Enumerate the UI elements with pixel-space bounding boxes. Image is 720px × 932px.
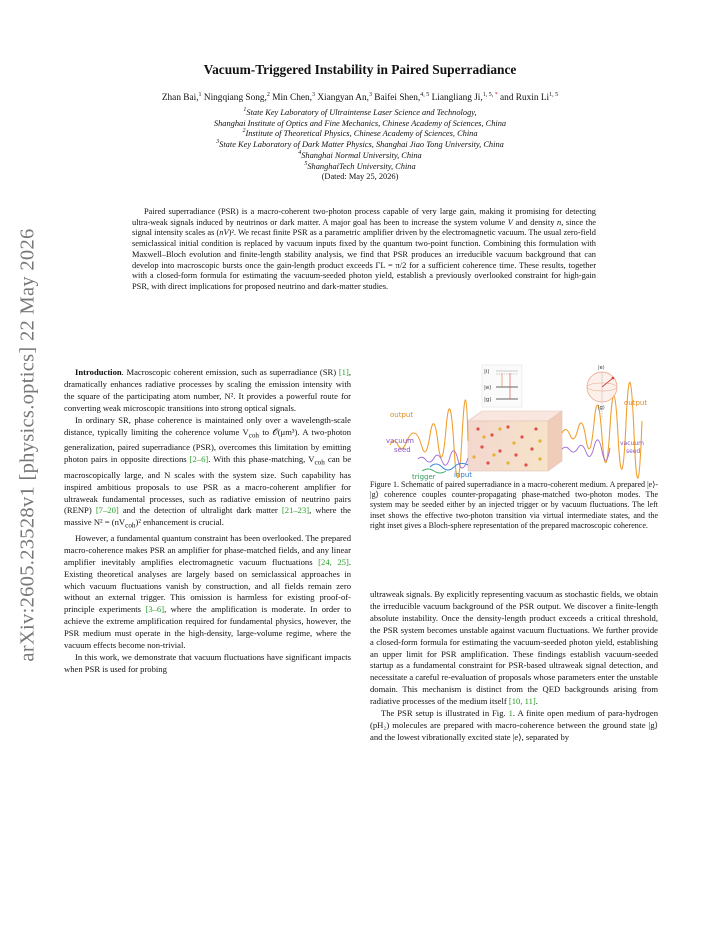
- corresponding-author-link[interactable]: *: [494, 91, 498, 98]
- label-output-right: output: [624, 399, 648, 407]
- svg-text:|e⟩: |e⟩: [484, 385, 492, 391]
- right-column: [370, 589, 658, 744]
- affiliation-text: Shanghai Institute of Optics and Fine Mechanics, Chinese Academy of Sciences, China: [213, 118, 507, 128]
- citation-link[interactable]: [10, 11]: [508, 696, 536, 707]
- author-name: Xiangyan An,: [317, 93, 369, 103]
- svg-text:|g⟩: |g⟩: [484, 397, 492, 403]
- affiliation-text: Shanghai Normal University, China: [301, 150, 422, 160]
- author-name: Ningqiang Song,: [203, 93, 267, 103]
- figure-label: Figure 1.: [370, 480, 399, 489]
- author-affil-sup: 3: [311, 91, 315, 98]
- affiliation-line: [0, 162, 720, 173]
- author-list: [0, 93, 720, 103]
- affiliation-text: State Key Laboratory of Ultraintense Laser Science and Technology,: [246, 108, 477, 117]
- body-paragraph: ultraweak signals. By explicitly representing vacuum as stochastic fields, we obtain the irreducible vacuum background of the PSR output. We discover a finite-length absolute instability. Once the density-length product exceeds a critical threshold, the PSR system becomes unstable against vacuum fluctuations. We further provide a closed-form formula for estimating the vacuum-seeded photon yield, establishing an upper limit for PSR amplification. These findings establish vacuum-seeded startup as a fundamental constraint for PSR-based ultraweak signal detection, and necessitate a careful re-evaluation of proposals whose parameters enter the unstable domain. This mechanism is distinct from the QED backgrounds arising from radiative processes of the medium itself [10, 11].: [370, 589, 658, 707]
- label-vacuum-right: vacuum: [620, 440, 644, 447]
- affiliation-text: ShanghaiTech University, China: [307, 161, 416, 171]
- left-column: [64, 367, 351, 676]
- body-paragraph: However, a fundamental quantum constraint has been overlooked. The prepared macro-coherence makes PSR an amplifier for phase-matched fields, and any linear amplifier inevitably amplifies electromagnetic vacuum fluctuations [24, 25]. Existing theoretical analyses are largely based on semiclassical approaches in which vacuum fluctuations vanish by construction, and all fields remain zero without an external trigger. This omission is harmless for existing proof-of-principle experiments [3–6], where the amplification is moderate. In order to achieve the extreme amplification required for fundamental physics, however, the PSR medium must operate in the high-density, large-volume regime, where the vacuum effects become non-trivial.: [64, 532, 351, 651]
- arxiv-sidebar-id: arXiv:2605.23528v1 [physics.optics] 22 May 2026: [16, 228, 39, 662]
- citation-link[interactable]: [24, 25]: [318, 556, 349, 567]
- author-name: Liangliang Ji,: [431, 93, 483, 103]
- label-seed-right: seed: [626, 448, 641, 455]
- author-affil-sup: 4, 5: [420, 91, 430, 98]
- author-affil-sup: 1: [198, 91, 202, 98]
- author-affil-sup: 2: [266, 91, 270, 98]
- citation-link[interactable]: [7–20]: [95, 505, 119, 516]
- trigger-input-wave: [430, 463, 468, 470]
- label-seed-left: seed: [394, 446, 411, 454]
- dated-line: (Dated: May 25, 2026): [321, 172, 399, 182]
- macro-coherent-medium: [468, 411, 562, 471]
- author-affil-sup: 1, 5,: [482, 91, 495, 98]
- abstract: Paired superradiance (PSR) is a macro-coherent two-photon process capable of very large gain, making it promising for detecting ultra-weak signals induced by neutrinos or dark matter. A major goal has been to increase the system volume V and density n, since the signal intensity scales as (nV)². We recast finite PSR as a parametric amplifier driven by the electromagnetic vacuum. The usual zero-field semiclassical initial condition is replaced by vacuum inputs fixed by the quantum two-point function. Combining this formulation with Maxwell–Bloch evolution and finite-length stability analysis, we find that PSR produces an irreducible vacuum background that can develop into macroscopic bursts once the gain-length product exceeds ΓL = π/2 for a sufficient coherence time. These results, together with a closed-form formula for estimating the vacuum-seeded photon yield, establish a previously overlooked constraint for high-gain PSR, with direct implications for proposed neutrino and dark-matter studies.: [132, 207, 596, 291]
- label-output-left: output: [390, 411, 414, 419]
- label-input: input: [454, 471, 473, 479]
- figure-link[interactable]: 1: [508, 708, 513, 719]
- citation-link[interactable]: [3–6]: [145, 604, 165, 615]
- affiliation-line: [0, 129, 720, 140]
- affiliation-sup: 2: [242, 128, 246, 135]
- affiliation-sup: 1: [243, 107, 247, 114]
- affiliation-sup: 3: [216, 139, 220, 146]
- citation-link[interactable]: [2–6]: [189, 454, 209, 465]
- figure-1-schematic: [370, 363, 658, 481]
- intro-paragraph: Introduction. Macroscopic coherent emission, such as superradiance (SR) [1], dramatically enhances radiative processes by scaling the emission intensity with the square of the participating atom number, N². It provides a powerful route for converting weak microscopic transitions into strong optical signals.: [64, 367, 351, 413]
- paper-title: Vacuum-Triggered Instability in Paired Superradiance: [203, 62, 517, 77]
- affiliation-sup: 4: [298, 150, 302, 157]
- bloch-sphere-inset: [587, 365, 617, 419]
- author-name: Min Chen,: [272, 93, 312, 103]
- affiliation-text: Institute of Theoretical Physics, Chinese Academy of Sciences, China: [245, 129, 478, 139]
- author-affil-sup: 1, 5: [549, 91, 559, 98]
- svg-text:|g⟩: |g⟩: [598, 405, 605, 411]
- affiliation-sup: 5: [304, 160, 308, 167]
- citation-link[interactable]: [21–23]: [281, 505, 310, 516]
- energy-level-inset: [482, 365, 522, 407]
- citation-link[interactable]: [1]: [338, 367, 349, 377]
- body-paragraph: In ordinary SR, phase coherence is maintained only over a wavelength-scale distance, typically limiting the coherence volume $V_{coh}$ to 𝒪(μm³). A two-photon generalization, paired superradiance (PSR), overcomes this limitation by emitting photon pairs in opposite directions [2–6]. With this phase-matching, $V_{coh}$ can be macroscopically large, and N scales with the system size. Such capability has inspired ambitious proposals to use PSR as a macro-coherent amplifier for ultraweak fundamental processes, such as radiative emission of neutrino pairs (RENP) [7–20] and the detection of ultralight dark matter [21–23], where the massive $N^2 = (nV_{coh})^2$ enhancement is crucial.: [64, 414, 352, 531]
- affiliation-line: [0, 108, 720, 119]
- affiliation-text: State Key Laboratory of Dark Matter Physics, Shanghai Jiao Tong University, China: [219, 140, 504, 150]
- body-paragraph: The PSR setup is illustrated in Fig. 1. A finite open medium of para-hydrogen (pH₂) molecules are prepared with macro-coherence between the ground state |g⟩ and the lowest vibrationally excited state |e⟩, separated by: [370, 708, 658, 742]
- label-trigger: trigger: [412, 473, 436, 481]
- author-name: Baifei Shen,: [374, 93, 421, 103]
- affiliation-line: [0, 151, 720, 162]
- affiliation-line: [0, 140, 720, 151]
- author-name: Zhan Bai,: [161, 93, 199, 103]
- svg-text:|e⟩: |e⟩: [598, 365, 605, 371]
- label-vacuum-left: vacuum: [386, 437, 414, 445]
- author-name: and Ruxin Li: [500, 93, 550, 103]
- author-affil-sup: 3: [368, 91, 372, 98]
- svg-text:|i⟩: |i⟩: [484, 369, 490, 375]
- figure-1-caption: Figure 1. Schematic of paired superradiance in a macro-coherent medium. A prepared |e⟩-|g⟩ coherence couples counter-propagating phase-matched two-photon modes. The system may be seeded either by an injected trigger or by vacuum fluctuations. The left inset shows the effective two-photon transition via virtual intermediate states, and the right inset gives a Bloch-sphere representation of the prepared macroscopic coherence.: [370, 480, 659, 530]
- affiliation-list: [0, 108, 720, 183]
- body-paragraph: In this work, we demonstrate that vacuum fluctuations have significant impacts when PSR is used for probing: [64, 652, 351, 674]
- affiliation-line: [0, 119, 720, 130]
